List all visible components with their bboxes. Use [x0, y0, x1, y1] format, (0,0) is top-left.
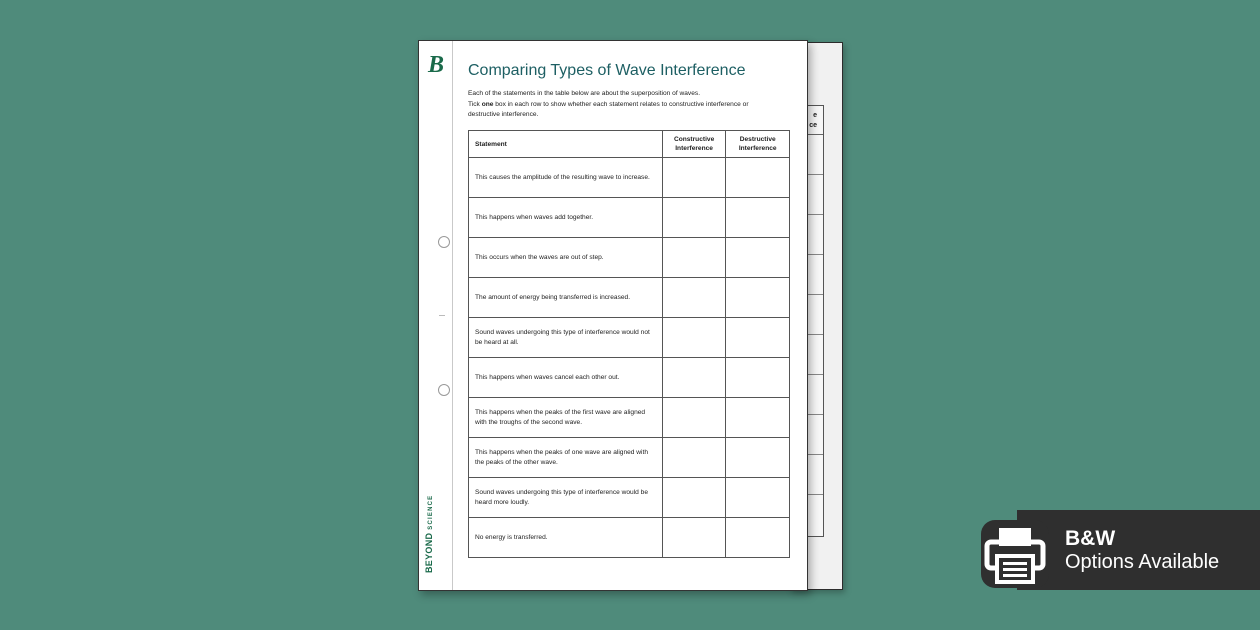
table-row	[469, 358, 790, 398]
constructive-tick-box[interactable]	[662, 318, 726, 358]
statement-cell: The amount of energy being transferred is increased.	[469, 278, 663, 318]
statement-cell: This causes the amplitude of the resulting wave to increase.	[469, 158, 663, 198]
worksheet-instructions	[468, 89, 768, 121]
printer-icon	[979, 518, 1051, 590]
instructions-emphasis: one	[481, 100, 494, 108]
brand-wordmark	[424, 495, 434, 573]
destructive-tick-box[interactable]	[726, 398, 790, 438]
destructive-tick-box[interactable]	[726, 478, 790, 518]
instructions-line-1: Each of the statements in the table below are about the superposition of waves.	[468, 90, 701, 97]
brand-logo-icon: B	[428, 52, 445, 78]
badge-title: B&W	[1065, 527, 1116, 550]
table-row	[469, 158, 790, 198]
table-row	[469, 238, 790, 278]
constructive-tick-box[interactable]	[662, 438, 726, 478]
constructive-tick-box[interactable]	[662, 198, 726, 238]
destructive-tick-box[interactable]	[726, 278, 790, 318]
statement-cell: This occurs when the waves are out of step.	[469, 238, 663, 278]
table-row	[469, 318, 790, 358]
constructive-tick-box[interactable]	[662, 158, 726, 198]
back-header-fragment-2: ce	[809, 122, 817, 129]
table-header-row	[469, 131, 790, 158]
statement-cell: Sound waves undergoing this type of interference would not be heard at all.	[469, 318, 663, 358]
header-statement: Statement	[469, 131, 663, 158]
constructive-tick-box[interactable]	[662, 518, 726, 558]
statement-cell: This happens when waves cancel each other out.	[469, 358, 663, 398]
interference-table	[468, 130, 790, 558]
punch-hole-icon	[438, 236, 450, 248]
destructive-tick-box[interactable]	[726, 158, 790, 198]
constructive-tick-box[interactable]	[662, 278, 726, 318]
statement-cell: This happens when waves add together.	[469, 198, 663, 238]
statement-cell: No energy is transferred.	[469, 518, 663, 558]
bw-options-badge[interactable]	[1017, 510, 1260, 590]
constructive-tick-box[interactable]	[662, 398, 726, 438]
table-row	[469, 478, 790, 518]
badge-subtitle: Options Available	[1065, 551, 1220, 573]
statement-cell: This happens when the peaks of one wave are aligned with the peaks of the other wave.	[469, 438, 663, 478]
brand-name: BEYOND	[424, 532, 434, 573]
constructive-tick-box[interactable]	[662, 238, 726, 278]
binding-margin	[419, 41, 453, 590]
table-row	[469, 278, 790, 318]
worksheet-page	[418, 40, 808, 591]
destructive-tick-box[interactable]	[726, 318, 790, 358]
punch-hole-icon	[438, 384, 450, 396]
table-row	[469, 398, 790, 438]
destructive-tick-box[interactable]	[726, 518, 790, 558]
statement-cell: This happens when the peaks of the first wave are aligned with the troughs of the second wave.	[469, 398, 663, 438]
instructions-line-2-post: box in each row to show whether each statement relates to constructive interference or destructive interference.	[468, 100, 749, 118]
constructive-tick-box[interactable]	[662, 478, 726, 518]
fold-mark	[439, 315, 445, 316]
table-row	[469, 518, 790, 558]
destructive-tick-box[interactable]	[726, 358, 790, 398]
back-header-fragment-1: e	[813, 112, 817, 119]
constructive-tick-box[interactable]	[662, 358, 726, 398]
destructive-tick-box[interactable]	[726, 438, 790, 478]
brand-subject: SCIENCE	[428, 494, 434, 530]
table-row	[469, 438, 790, 478]
instructions-line-2-pre: Tick	[468, 100, 482, 108]
header-constructive: Constructive Interference	[662, 131, 726, 158]
destructive-tick-box[interactable]	[726, 238, 790, 278]
worksheet-title: Comparing Types of Wave Interference	[468, 62, 746, 79]
table-row	[469, 198, 790, 238]
statement-cell: Sound waves undergoing this type of interference would be heard more loudly.	[469, 478, 663, 518]
header-destructive: Destructive Interference	[726, 131, 790, 158]
destructive-tick-box[interactable]	[726, 198, 790, 238]
